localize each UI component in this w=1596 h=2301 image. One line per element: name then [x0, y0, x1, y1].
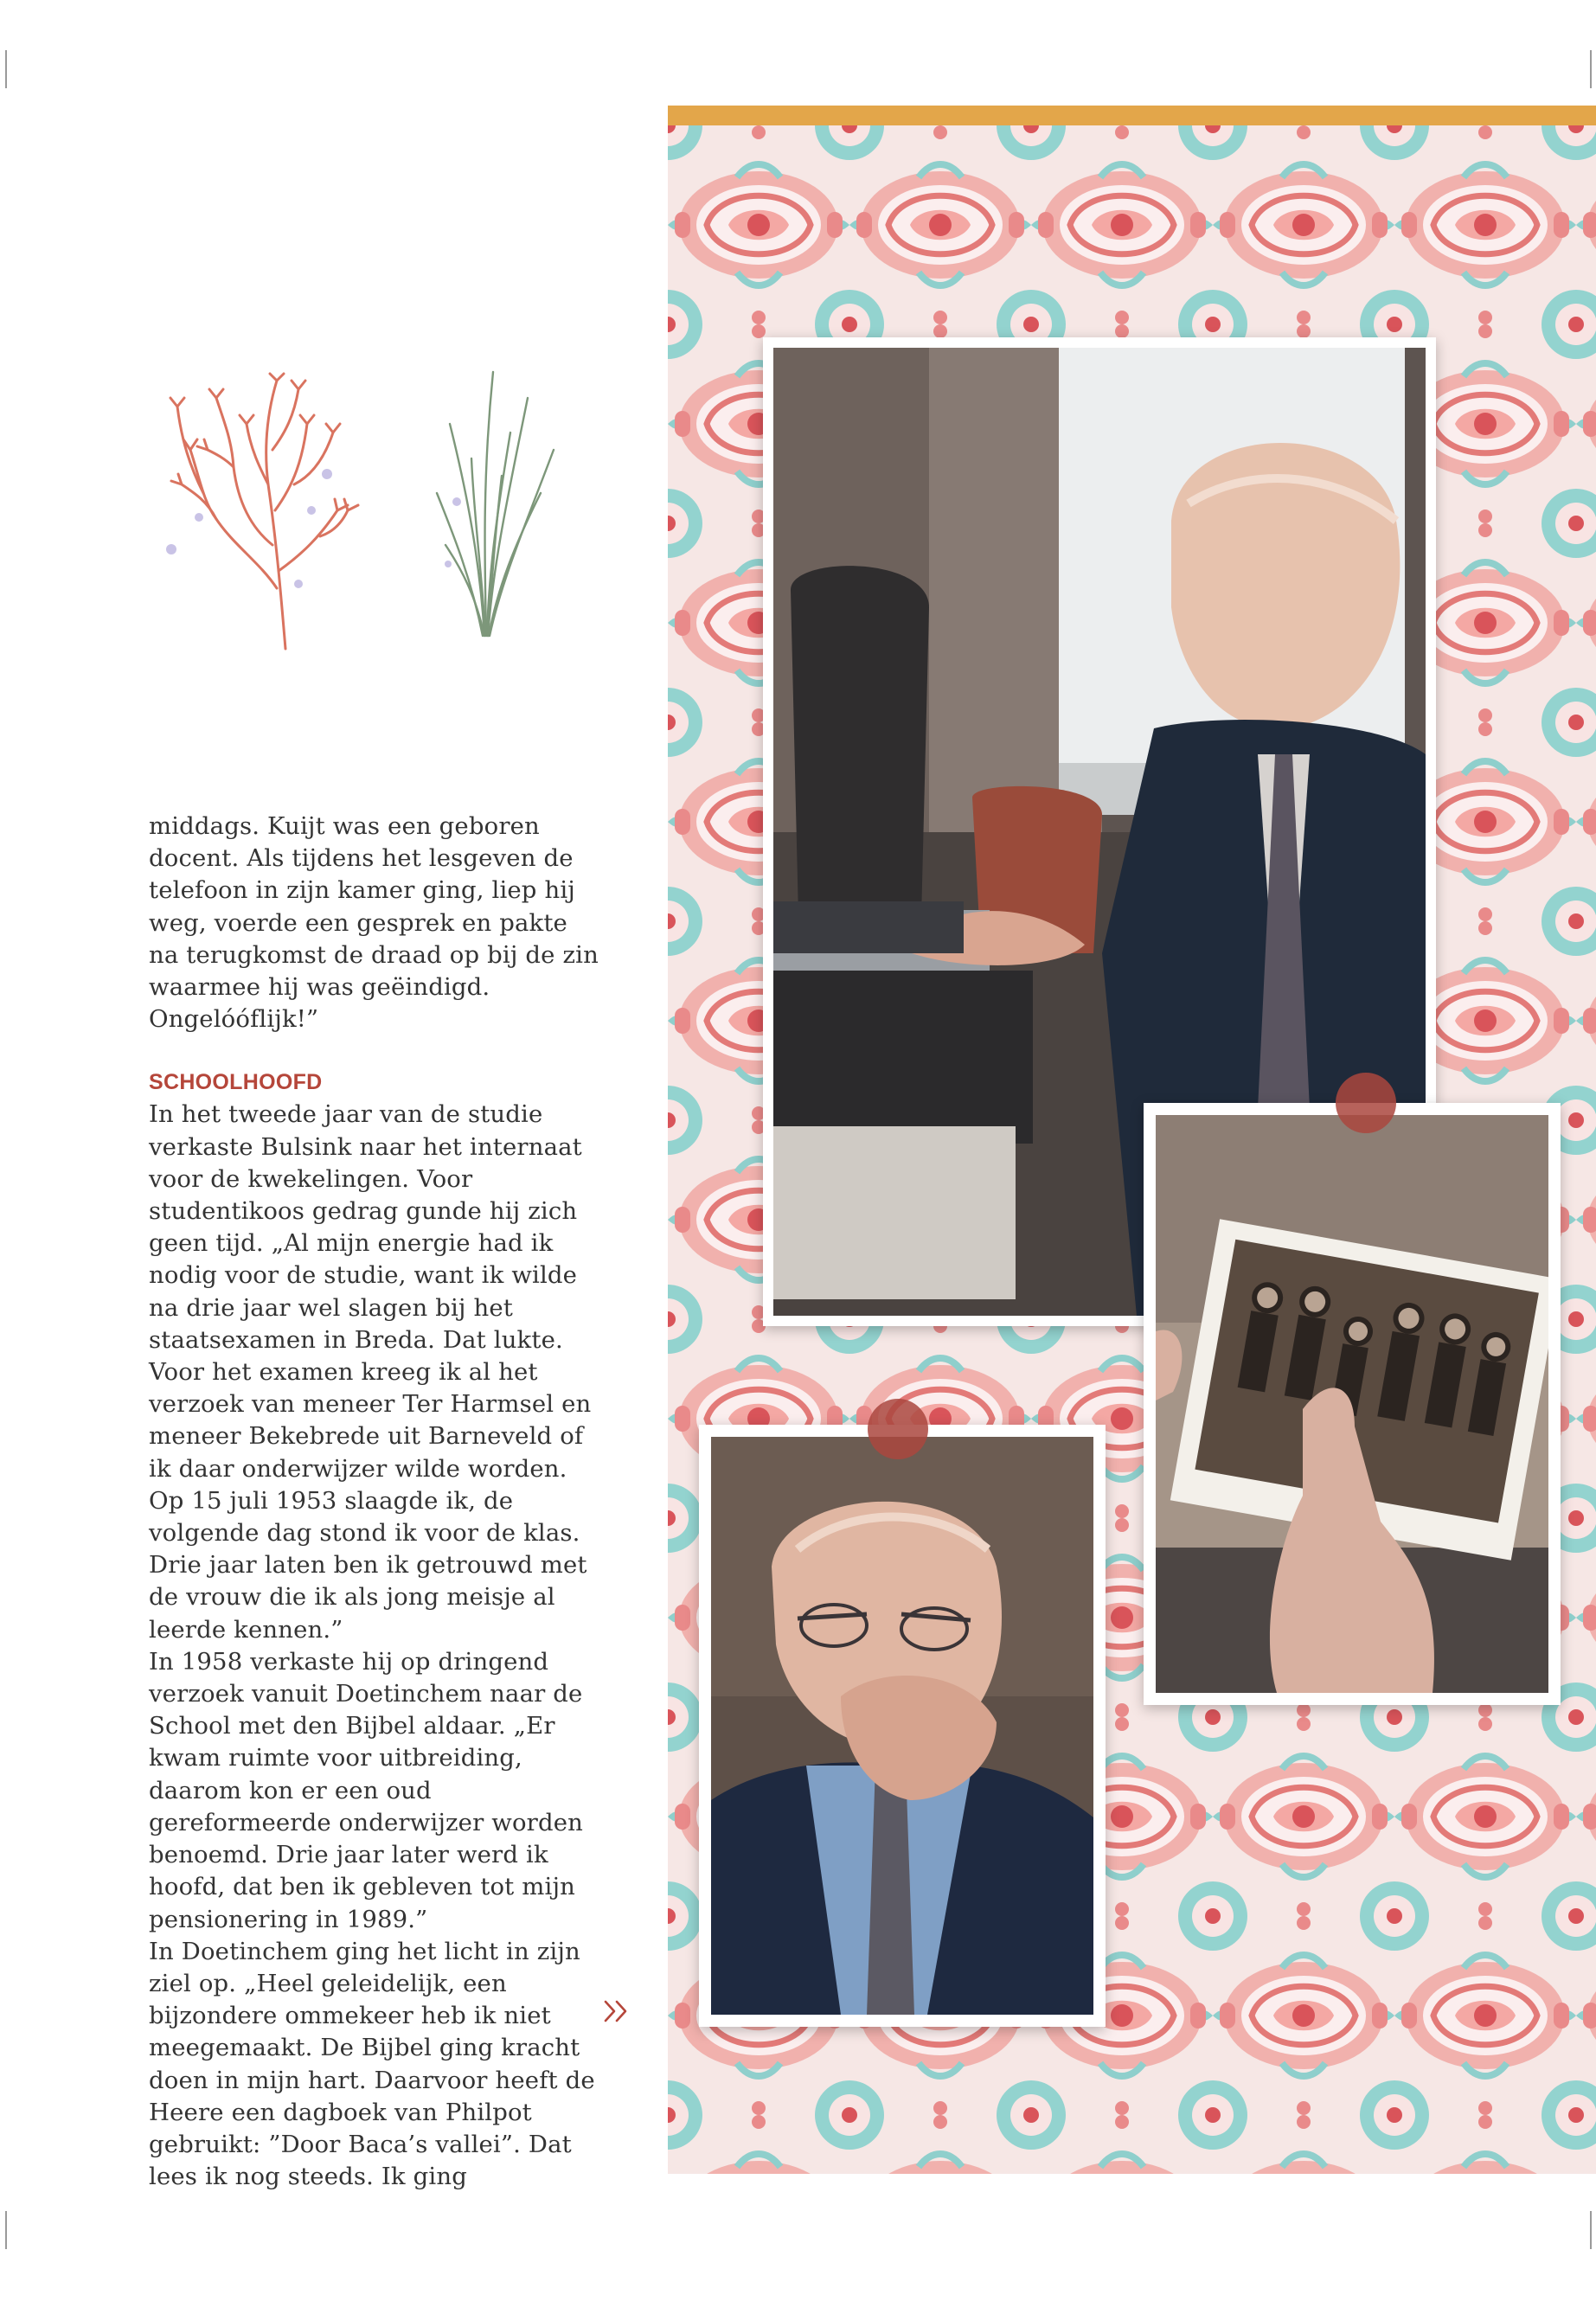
crop-mark [5, 50, 7, 88]
article-column [149, 811, 603, 2193]
accent-band [668, 106, 1596, 125]
crop-mark [5, 2211, 7, 2249]
article-paragraph: middags. Kuijt was een geboren docent. Als tijdens het lesgeven de telefoon in zijn kamer ging, liep hij weg, voerde een gesprek en pakte na terugkomst de draad op bij de zin waarmee hij was geëindigd. Ongelóóflijk!” [149, 812, 599, 1034]
article-paragraph: In 1958 verkaste hij op dringend verzoek vanuit Doetinchem naar de School met den Bijbel aldaar. „Er kwam ruimte voor uitbreiding, daarom kon er een oud gereformeerde onderwijzer worden benoemd. Drie jaar later werd ik hoofd, dat ben ik gebleven tot mijn pensionering in 1989.” [149, 1647, 584, 1933]
crop-mark [1590, 50, 1592, 88]
pin-dot [868, 1399, 928, 1459]
double-chevron-right-icon [602, 1998, 633, 2024]
photo-portrait-man [699, 1425, 1106, 2027]
article-paragraph: In Doetinchem ging het licht in zijn ziel op. „Heel geleidelijk, een bijzondere ommekeer heb ik niet meegemaakt. De Bijbel ging kracht doen in mijn hart. Daarvoor heeft de Heere een dagboek van Philpot gebruikt: ”Door Baca’s vallei”. Dat lees ik nog steeds. Ik ging [149, 1937, 595, 2191]
crop-mark [1590, 2211, 1592, 2249]
photo-image [1156, 1115, 1548, 1693]
pin-dot [1336, 1073, 1396, 1133]
grass-plant-illustration [433, 363, 571, 640]
section-heading: SCHOOLHOOFD [149, 1070, 323, 1095]
photo-image [711, 1437, 1093, 2015]
article-paragraph: In het tweede jaar van de studie verkaste Bulsink naar het internaat voor de kwekelingen. Voor studentikoos gedrag gunde hij zich geen tijd. „Al mijn energie had ik nodig voor de studie, want ik wilde na drie jaar wel slagen bij het staatsexamen in Breda. Dat lukte. Voor het examen kreeg ik al het verzoek van meneer Ter Harmsel en meneer Bekebrede uit Barneveld of ik daar onderwijzer wilde worden. Op 15 juli 1953 slaagde ik, de volgende dag stond ik voor de klas. Drie jaar laten ben ik getrouwd met de vrouw die ik als jong meisje al leerde kennen.” [149, 1100, 592, 1644]
photo-hands-holding-old-photo [1144, 1103, 1561, 1705]
coral-plant-illustration [164, 372, 363, 657]
